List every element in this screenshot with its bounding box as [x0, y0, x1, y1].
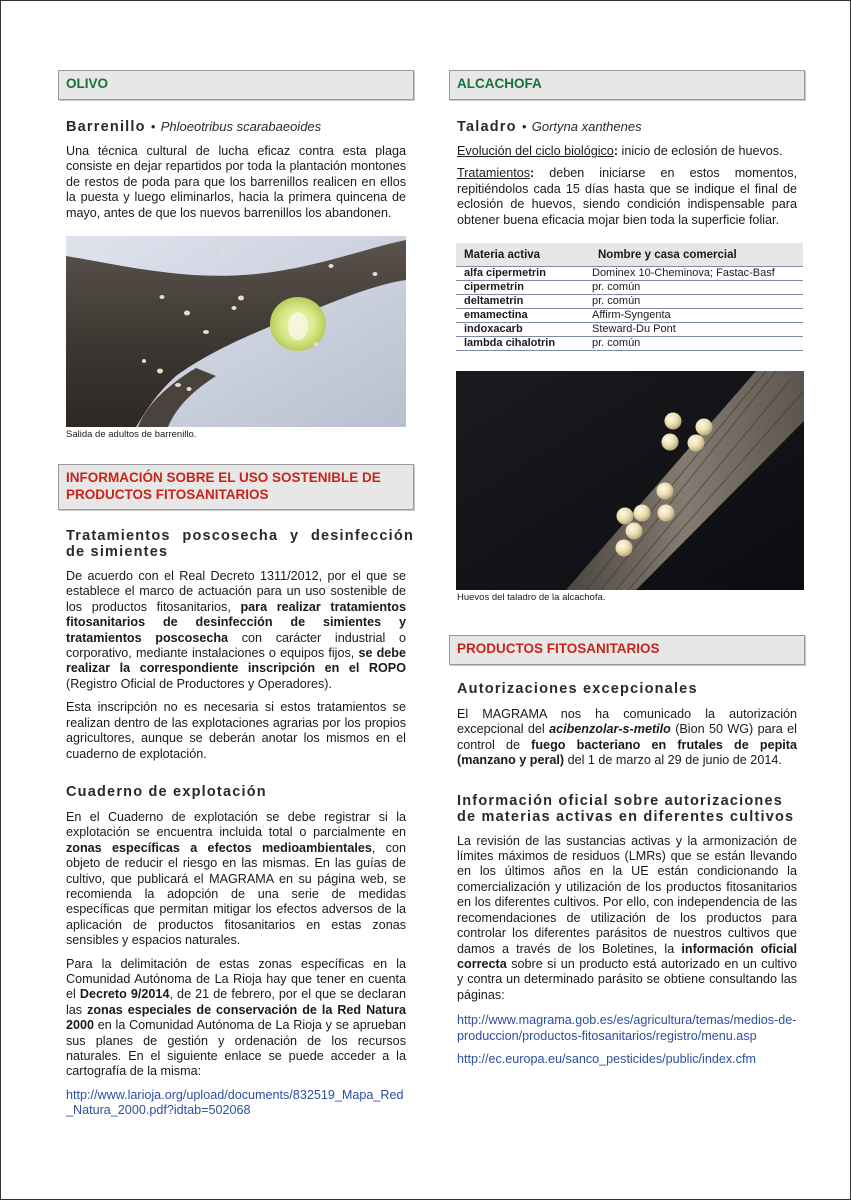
cell-materia: deltametrin [456, 295, 584, 309]
text-fragment: El MAGRAMA nos ha comunicado la autorización excepcional del [457, 707, 797, 737]
table-row [456, 267, 803, 281]
text-fragment: en la Comunidad Autónoma de La Rioja y se aprueban sus planes de gestión y ordenación de los recursos naturales. En el siguiente enlace se puede acceder a la cartografía de la misma: [66, 1018, 406, 1079]
pest-separator: • [150, 119, 156, 134]
text-fragment: inicio de eclosión de huevos. [618, 144, 783, 158]
cell-nombre: pr. común [584, 337, 803, 351]
text-bold: Decreto 9/2014 [79, 987, 170, 1002]
photo-barrenillo [66, 236, 406, 427]
paragraph-autorizacion-excepcional [449, 707, 805, 769]
cell-materia: lambda cihalotrin [456, 337, 584, 351]
cell-materia: alfa cipermetrin [456, 267, 584, 281]
cell-materia: indoxacarb [456, 323, 584, 337]
cell-nombre: Steward-Du Pont [584, 323, 803, 337]
materia-activa-table [456, 243, 803, 351]
section-heading-olivo: OLIVO [58, 70, 414, 100]
photo-caption-barrenillo: Salida de adultos de barrenillo. [66, 429, 197, 441]
paragraph-tratamientos [449, 166, 805, 228]
subheading-informacion-oficial: Información oficial sobre autorizaciones de materias activas en diferentes cultivos [457, 792, 795, 825]
text-bold: se debe realizar la correspondiente inscripción en el ROPO [66, 646, 407, 676]
paragraph-inscripcion: Esta inscripción no es necesaria si estos tratamientos se realizan dentro de las explotaciones agrarias por los propios agricultores, aunque se deberán anotar los mismos en el cuaderno de explotación. [66, 700, 406, 761]
text-fragment: De acuerdo con el Real Decreto 1311/2012, por el que se establece el marco de actuación para un uso sostenible de los productos fitosanitarios, [66, 569, 406, 614]
paragraph-revision-sustancias [449, 834, 805, 1003]
section-heading-alcachofa: ALCACHOFA [449, 70, 805, 100]
branch-illustration [66, 236, 406, 427]
pest-name: Barrenillo [66, 119, 146, 135]
pest-title-taladro [449, 118, 805, 136]
text-bold: fuego bacteriano en frutales de pepita (manzano y peral) [457, 737, 797, 768]
left-column [58, 70, 414, 1119]
table-row [456, 281, 803, 295]
section-heading-uso-sostenible: INFORMACIÓN SOBRE EL USO SOSTENIBLE DE PRODUCTOS FITOSANITARIOS [58, 464, 414, 510]
paragraph-real-decreto [58, 569, 414, 692]
photo-taladro-eggs [456, 371, 804, 590]
link-magrama-registro[interactable]: http://www.magrama.gob.es/es/agricultura/temas/medios-de-produccion/productos-fitosanitarios/registro/menu.asp [457, 1013, 797, 1043]
table-row [456, 337, 803, 351]
text-bold: zonas específicas a efectos medioambientales [66, 840, 372, 855]
text-fragment: sobre si un producto está autorizado en un cultivo y contra un determinado parásito se obtiene consultando las páginas: [457, 956, 797, 1002]
table-row [456, 295, 803, 309]
text-fragment: del 1 de marzo al 29 de junio de 2014. [564, 753, 782, 768]
cell-materia: cipermetrin [456, 281, 584, 295]
eggs-illustration [456, 371, 804, 590]
text-bold: información oficial correcta [457, 941, 797, 971]
text-fragment: (Registro Oficial de Productores y Operadores). [66, 676, 332, 691]
cell-nombre: Affirm-Syngenta [584, 309, 803, 323]
text-fragment: La revisión de las sustancias activas y la armonización de límites máximos de residuos (LMRs) que se están llevando en los últimos años en la UE están condicionando la comercialización y utilización de los productos fitosanitarios en los diferentes cultivos. Por ello, con independencia de las recomendaciones de utilización de los productos para controlar los diferentes parásitos de nuestros cultivos que damos a través de los Boletines, la [457, 833, 797, 956]
text-fragment: (Bion 50 WG) para el control de [457, 722, 797, 752]
text-fragment: , de 21 de febrero, por el que se declaran las [66, 987, 406, 1017]
column-header-nombre: Nombre y casa comercial [584, 243, 803, 267]
cell-nombre: pr. común [584, 281, 803, 295]
subheading-cuaderno: Cuaderno de explotación [66, 783, 267, 800]
cell-materia: emamectina [456, 309, 584, 323]
label-tratamientos: Tratamientos [457, 166, 531, 181]
pest-scientific-name: Gortyna xanthenes [531, 119, 642, 134]
text-bold: zonas especiales de conservación de la Red Natura 2000 [66, 1002, 406, 1033]
pest-title-barrenillo [58, 118, 414, 136]
text-fragment: En el Cuaderno de explotación se debe registrar si la explotación se encuentra incluida total o parcialmente en [66, 809, 406, 840]
right-column [449, 70, 805, 1067]
paragraph-zonas-especificas [58, 957, 414, 1080]
text-bold: : [530, 166, 535, 181]
cell-nombre: pr. común [584, 295, 803, 309]
text-fragment: deben iniciarse en estos momentos, repitiéndolos cada 15 días hasta que se indique el final de eclosión de huevos, siendo condición indispensable para obtener buena eficacia mojar bien toda la superficie foliar. [457, 166, 797, 227]
subheading-tratamientos-poscosecha: Tratamientos poscosecha y desinfección de simientes [66, 528, 414, 561]
table-row [456, 323, 803, 337]
text-fragment: Para la delimitación de estas zonas específicas en la Comunidad Autónoma de La Rioja hay que tener en cuenta el [66, 956, 406, 1002]
paragraph-cuaderno [58, 810, 414, 949]
pest-name: Taladro [457, 119, 517, 135]
section-heading-productos-fitosanitarios: PRODUCTOS FITOSANITARIOS [449, 635, 805, 665]
table-row [456, 309, 803, 323]
text-fragment: con carácter industrial o corporativo, mediante instalaciones o equipos fijos, [66, 630, 406, 661]
cell-nombre: Dominex 10-Cheminova; Fastac-Basf [584, 267, 803, 281]
table-header-row [456, 243, 803, 267]
text-bold-italic: acibenzolar-s-metilo [549, 722, 671, 737]
text-fragment: , con objeto de reducir el riesgo en las mismas. En las guías de cultivo, que publicará el MAGRAMA en su página web, se recomienda la adopción de una serie de medidas específicas que permitan mitigar los efectos adversos de la aplicación de productos fitosanitarios en estas zonas sensibles y espacios naturales. [66, 840, 406, 948]
text-bold: para realizar tratamientos fitosanitarios de desinfección de simientes y tratamientos poscosecha [66, 599, 406, 645]
pest-separator: • [521, 119, 527, 134]
column-header-materia: Materia activa [456, 243, 584, 267]
label-ciclo: Evolución del ciclo biológico [457, 144, 614, 158]
link-ec-sanco-pesticides[interactable]: http://ec.europa.eu/sanco_pesticides/public/index.cfm [457, 1051, 756, 1066]
olivo-paragraph: Una técnica cultural de lucha eficaz contra esta plaga consiste en dejar repartidos por toda la plantación montones de restos de poda para que los barrenillos realicen en ellos la puesta y luego eliminarlos, hacia la primera quincena de mayo, antes de que los nuevos barrenillos los abandonen. [66, 144, 406, 220]
pest-scientific-name: Phloeotribus scarabaeoides [160, 119, 322, 134]
text-bold: : [613, 144, 619, 158]
subheading-autorizaciones: Autorizaciones excepcionales [457, 681, 698, 698]
photo-caption-taladro: Huevos del taladro de la alcachofa. [457, 592, 606, 604]
paragraph-ciclo-biologico [449, 144, 805, 159]
link-red-natura-map[interactable]: http://www.larioja.org/upload/documents/832519_Mapa_Red_Natura_2000.pdf?idtab=502068 [66, 1087, 404, 1118]
